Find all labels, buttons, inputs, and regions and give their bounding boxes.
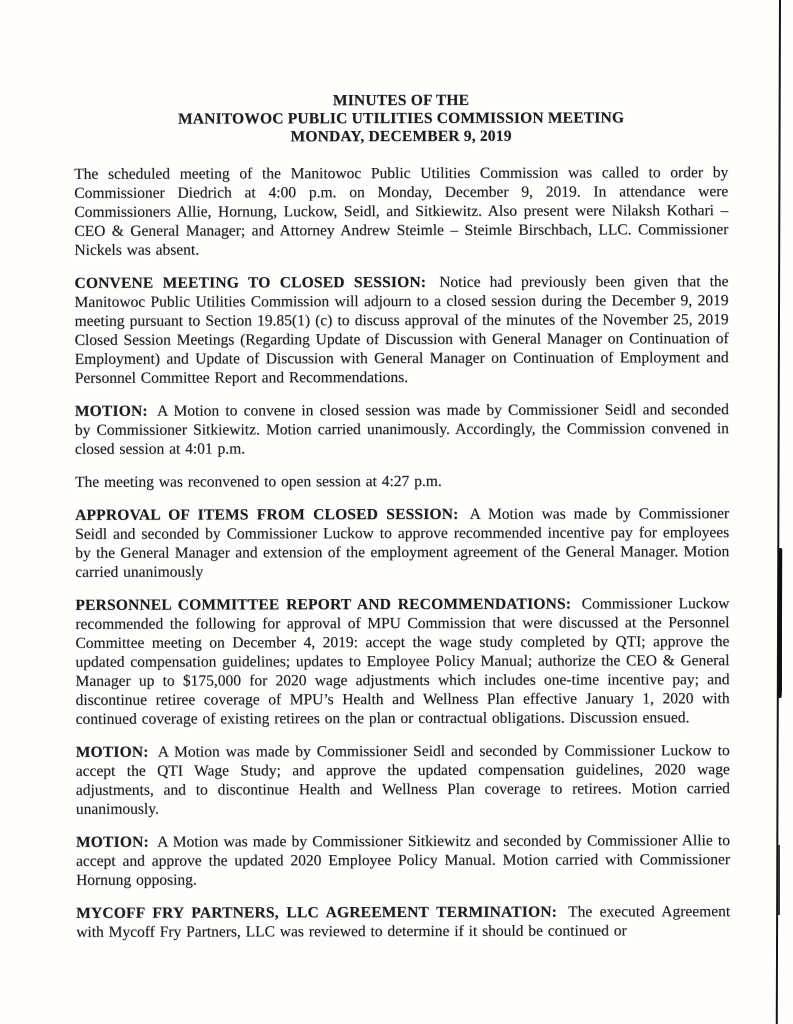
paragraph-text: The executed Agreement with Mycoff Fry Partners, LLC was reviewed to determine if it should be continued or [76, 903, 731, 941]
section-personnel-committee-report [75, 594, 729, 729]
paragraph-text: A Motion to convene in closed session was made by Commissioner Seidl and seconded by Commissioner Sitkiewitz. Motion carried unanimously. Accordingly, the Commission convened in closed session at 4:01 p.m. [74, 401, 729, 458]
paragraph-text: A Motion was made by Commissioner Sitkiewitz and seconded by Commissioner Allie to accept and approve the updated 2020 Employee Policy Manual. Motion carried with Commissioner Hornung opposing. [75, 832, 731, 889]
section-heading: APPROVAL OF ITEMS FROM CLOSED SESSION: [75, 505, 459, 524]
paragraph-reconvened-open-session [75, 471, 729, 492]
section-heading: MOTION: [74, 402, 148, 420]
paragraph-text: Notice had previously been given that the Manitowoc Public Utilities Commission will adjourn to a closed session during the December 9, 2019 meeting pursuant to Section 19.85(1) (c) to discuss approval of the minutes of the November 25, 2019 Closed Session Meetings (Regarding Update of Discussion with General Manager on Continuation of Employment) and Update of Discussion with General Manager on Continuation of Employment and Personnel Committee Report and Recommendations. [74, 273, 729, 387]
section-heading: MOTION: [75, 743, 149, 761]
section-heading: CONVENE MEETING TO CLOSED SESSION: [74, 273, 427, 292]
section-approval-items-closed-session [75, 504, 729, 582]
title-line-date: MONDAY, DECEMBER 9, 2019 [290, 127, 512, 146]
title-line-minutes: MINUTES OF THE [332, 91, 470, 110]
title-line-commission: MANITOWOC PUBLIC UTILITIES COMMISSION MEETING [177, 109, 625, 128]
paragraph-text: The meeting was reconvened to open session at 4:27 p.m. [74, 472, 442, 491]
paragraph-text: A Motion was made by Commissioner Seidl and seconded by Commissioner Luckow to approve recommended incentive pay for employees by the General Manager and extension of the employment agreement of the General Manager. Motion carried unanimously [75, 505, 730, 581]
paragraph-text: Commissioner Luckow recommended the following for approval of MPU Commission that were discussed at the Personnel Committee meeting on December 4, 2019: accept the wage study completed by QTI; approve the updated compensation guidelines; updates to Employee Policy Manual; authorize the CEO & General Manager up to $175,000 for 2020 wage adjustments which includes one-time incentive pay; and discontinue retiree coverage of MPU’s Health and Wellness Plan effective January 1, 2020 with continued coverage of existing retirees on the plan or contractual obligations. Discussion ensued. [75, 595, 730, 728]
motion-qti-wage-study [76, 741, 730, 819]
motion-convene-closed-session [75, 400, 729, 459]
section-heading: MYCOFF FRY PARTNERS, LLC AGREEMENT TERMINATION: [76, 903, 558, 922]
paragraph-text: A Motion was made by Commissioner Seidl and seconded by Commissioner Luckow to accept the QTI Wage Study; and approve the updated compensation guidelines, 2020 wage adjustments, and to discontinue Health and Wellness Plan coverage to retirees. Motion carried unanimously. [75, 742, 730, 818]
paragraph-text: The scheduled meeting of the Manitowoc Public Utilities Commission was called to order by Commissioner Diedrich at 4:00 p.m. on Monday, December 9, 2019. In attendance were Commissioners Allie, Hornung, Luckow, Seidl, and Sitkiewitz. Also present were Nilaksh Kothari – CEO & General Manager; and Attorney Andrew Steimle – Steimle Birschbach, LLC. Commissioner Nickels was absent. [74, 164, 729, 259]
document-title [74, 91, 728, 147]
motion-employee-policy-manual [76, 831, 730, 890]
section-heading: MOTION: [75, 833, 149, 851]
section-heading: PERSONNEL COMMITTEE REPORT AND RECOMMENDATIONS: [75, 595, 572, 614]
paragraph-call-to-order [74, 163, 728, 260]
section-convene-meeting-to-closed-session [74, 272, 728, 388]
section-mycoff-fry-partners-termination [76, 902, 730, 942]
